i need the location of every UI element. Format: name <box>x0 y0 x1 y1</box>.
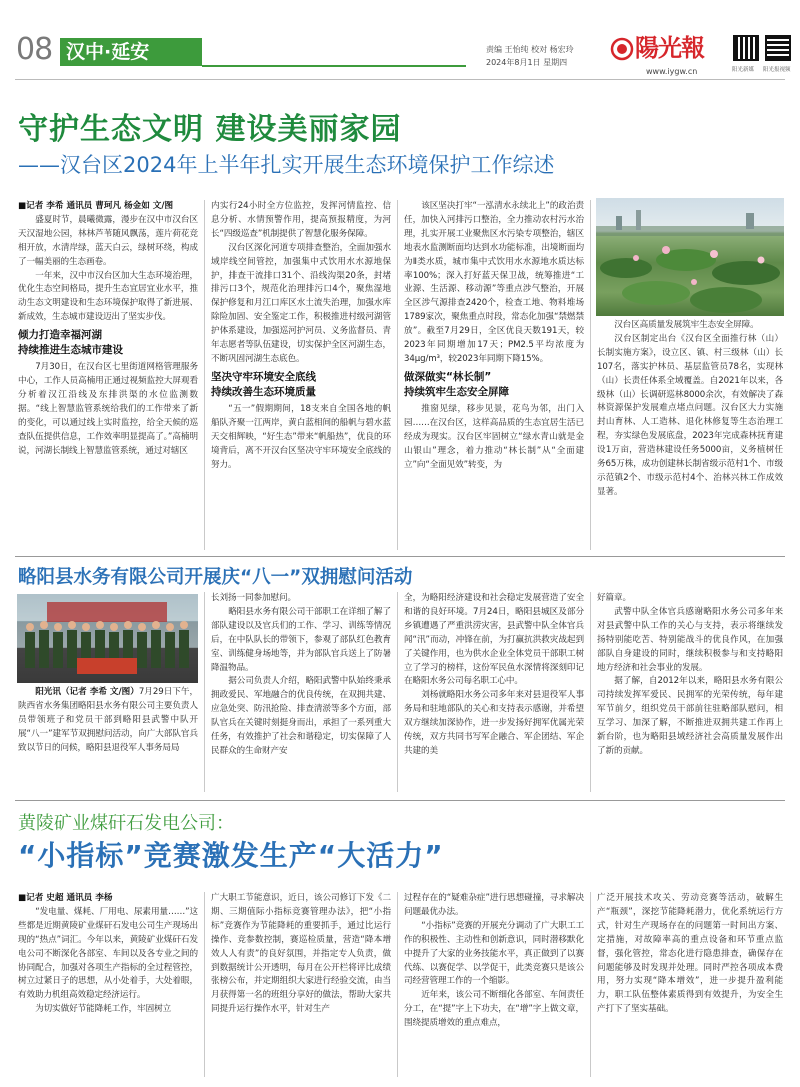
article3-kicker: 黄陵矿业煤矸石发电公司： <box>18 813 234 834</box>
paragraph: 一年来，汉中市汉台区加大生态环境治理，优化生态空间格局，提升生态宜居宜业水平，推动生态文明建设和生态环境保护取得了新进展、新成效，生态城市建设迈出了坚实步伐。 <box>18 270 198 323</box>
article1-byline: ■记者 李希 通讯员 曹珂凡 杨金如 文/图 <box>18 201 174 211</box>
logo-text: 陽光報 <box>635 33 704 62</box>
paragraph: “发电量、煤耗、厂用电、尿素用量……”这些都是近期黄陵矿业煤矸石发电公司生产现场出现的“热点”词汇。今年以来，黄陵矿业煤矸石发电公司不断深化各部室、车间以及各专业之间的协同配合，加强对各项生产指标的全过程管控，树立过紧日子的思想，从小处着手，大处着眼，有效助力机组高效稳定经济运行。 <box>18 906 198 1001</box>
sun-logo-icon <box>610 37 634 61</box>
paragraph: “小指标”竞赛的开展充分调动了广大职工工作的积极性、主动性和创新意识，同时潜移默化中提升了大家的业务技能水平，真正做到了以赛代练、以赛促学、以学促干，此类竞赛只是该公司经营管理工作的一个缩影。 <box>404 920 584 987</box>
article1-subtitle: ——汉台区2024年上半年扎实开展生态环境保护工作综述 <box>18 153 555 177</box>
paragraph: 汉台区制定出台《汉台区全面推行林（山）长制实施方案》，设立区、镇、村三级林（山）长107名，落实护林员、基层监管员78名，实现林（山）长责任体系全域覆盖。自2021年以来，各级林（山）长调研巡林8000余次，有效解决了森林资源保护发展难点堵点问题。汉台区大力实施封山育林、人工造林、退化林修复等生态治理工程，夯实绿色发展底盘，2023年完成森林抚育建设1万亩，营造林建设任务5000亩，义务植树任务65万株，成功创建林长制省级示范村1个、市级示范镇2个、市级示范村4个、治林兴林工作成效显著。 <box>597 333 783 497</box>
photo-caption: 汉台区高质量发展筑牢生态安全屏障。 <box>614 320 759 330</box>
paragraph: 推窗见绿，移步见景，花鸟为邻，出门入园……在汉台区，这样高品质的生态宜居生活已经成为现实。汉台区牢固树立“绿水青山就是金山银山”理念，着力推动“林长制”从“全面建立”向“全面见效”转变，为 <box>404 403 584 470</box>
article2-column-1 <box>18 686 198 756</box>
article3-column-4 <box>597 892 783 1017</box>
article3-byline: ■记者 史超 通讯员 李杨 <box>18 893 113 903</box>
article3-column-1 <box>18 892 198 1017</box>
article1-column-3 <box>404 200 584 472</box>
paragraph <box>18 686 198 756</box>
paragraph: 7月30日，在汉台区七里街道网格管理服务中心，工作人员高楠用正通过视频监控大屏观看分析着汉江沿线及东排洪渠的水位监测数据。“线上智慧监管系统给我们的工作带来了新的变化，可以通过线上实时监控，给全天候的巡查队伍提供信息，工作效率明显提高了。”高楠明说，河湖长制线上智慧监管系统，通过对辖区 <box>18 362 198 456</box>
article2-column-3 <box>404 592 584 759</box>
article1-column-1 <box>18 200 198 459</box>
article2-column-2 <box>211 592 391 759</box>
page-header <box>0 0 800 86</box>
paragraph: 据公司负责人介绍，略阳武警中队始终秉承拥政爱民、军地融合的优良传统，在双拥共建、应急处突、防汛抢险、排查清淤等多个方面，部队官兵在关键时刻挺身而出，承担了一系列重大任务，有效推护了社会和谐稳定，切实保障了人民群众的生命财产安 <box>211 676 391 756</box>
qr-code-video[interactable] <box>765 35 791 61</box>
article2-lead: 7月29日下午，陕西省水务集团略阳县水务有限公司主要负责人员带领班子和党员干部到略阳县武警中队开展“八一”建军节双拥慰问活动，向广大部队官兵致以节日的问候，略阳县退役军人事务局局 <box>18 687 198 753</box>
article3-column-2 <box>211 892 391 1017</box>
paragraph: 全，为略阳经济建设和社会稳定发展营造了安全和谐的良好环境。7月24日，略阳县城区及部分乡镇遭遇了严重洪涝灾害，县武警中队全体官兵闻“汛”而动，冲锋在前，为打赢抗洪救灾战起到了关键作用，也为供水企业全体党员干部职工树立了学习的榜样，这份军民鱼水深情将深刻印记在略阳水务公司每名职工心中。 <box>404 593 584 687</box>
article2-byline: 阳光讯（记者 李希 文/图） <box>35 687 139 697</box>
paragraph: 长刘扬一同参加慰问。 <box>211 593 296 603</box>
article1-subhead-2: 坚决守牢环境安全底线 持续改善生态环境质量 <box>211 370 316 398</box>
newspaper-logo <box>610 33 730 69</box>
article1-subhead-1: 倾力打造幸福河湖 持续推进生态城市建设 <box>18 329 123 357</box>
page-number: 08 <box>16 32 53 67</box>
lotus-pond-illustration <box>596 198 784 316</box>
website-url: www.iygw.cn <box>646 67 698 76</box>
article2-title: 略阳县水务有限公司开展庆“八一”双拥慰问活动 <box>18 567 413 588</box>
paragraph: 广泛开展技术攻关、劳动竞赛等活动，破解生产“瓶颈”，深挖节能降耗潜力，优化系统运行方式，针对生产现场存在的问题第一时间出方案、定措施，对故障率高的重点设备和环节重点监督，强化管控，常态化进行隐患排查，确保存在问题能够及时发现并处理。同时严控各项成本费用，努力实现“降本增效”，进一步提升盈利能力，职工队伍整体素质得到有效提升，为安全生产打下了坚实基础。 <box>597 893 783 1015</box>
article3-title: “小指标”竞赛激发生产“大活力” <box>18 839 444 872</box>
article1-column-2 <box>211 200 391 472</box>
section-banner <box>60 38 202 66</box>
issue-date: 2024年8月1日 星期四 <box>486 58 568 67</box>
paragraph: 该区坚决打牢“一泓清水永续北上”的政治责任，加快入河排污口整治，全力推动农村污水治理，扎实开展工业聚焦区水污染专项整治，辖区地表水监测断面均达到水功能标准，出境断面均为Ⅱ类水质，城市集中式饮用水水源地水质达标率100%；深入打好蓝天保卫战，统筹推进“工业源、生活源、移动源”等重点涉气整治，开展全区涉气源排查2420个，检查工地、物料堆场1789家次，聚焦重点时段，常态化加强“禁燃禁放”。截至7月29日，全区优良天数191天，较2023年同期增加17天；PM2.5平均浓度为34μg/m³，较2023年同期下降15%。 <box>404 201 584 364</box>
paragraph: “五一”假期期间，18支来自全国各地的帆船队齐聚一江两岸，黄白蓝相间的船帆与碧水蓝天交相辉映，“好生态”带来“帆船热”，优良的环境背后，离不开汉台区坚决守牢环境安全底线的努力。 <box>211 403 391 470</box>
paragraph: 据了解，自2012年以来，略阳县水务有限公司持续发挥军爱民、民拥军的光荣传统，每年建军节前夕，组织党员干部前往驻略部队慰问，相互学习、加深了解，不断推进双拥共建工作再上新台阶，也为略阳县域经济社会高质量发展作出了新的贡献。 <box>597 676 783 756</box>
paragraph: 近年来，该公司不断细化各部室、车间责任分工，在“提”字上下功夫，在“增”字上做文章，围绕提质增效的重点难点， <box>404 990 584 1029</box>
article3-column-3 <box>404 892 584 1031</box>
paragraph: 刘杨就略阳水务公司多年来对县退役军人事务局和驻地部队的关心和支持表示感谢，并希望双方继续加深协作，进一步发扬好拥军优属光荣传统，双方共同书写军企融合、军企团结、军企共建的美 <box>404 690 584 756</box>
article1-title: 守护生态文明 建设美丽家园 <box>18 112 402 147</box>
article2-column-4 <box>597 592 783 759</box>
qr-label-video: 阳光报视频 <box>763 67 791 73</box>
group-photo-illustration <box>17 594 198 683</box>
qr-label-new-media: 阳光新媒 <box>732 67 755 73</box>
editor-credits: 责编 王怡纯 校对 杨宏玲 <box>486 45 574 54</box>
article2-photo <box>17 594 198 683</box>
paragraph: 盛夏时节，晨曦微露，漫步在汉中市汉台区天汉湿地公园，林林芦苇随风飘荡，莲片荷花竞相开放，水清岸绿，蓝天白云，绿树环绕，构成了一幅美丽的生态画卷。 <box>18 214 198 267</box>
paragraph: 为切实做好节能降耗工作，牢固树立 <box>35 1004 172 1015</box>
paragraph: 广大职工节能意识，近日，该公司修订下发《二期、三期值际小指标竞赛管理办法》，把“小指标”竞赛作为节能降耗的重要抓手，通过比运行操作、竞参数控制，赛巡检质量，营造“降本增效人人有责”的良好氛围，并指定专人负责，做到数据统计公开透明，每月在公开栏将评比成绩张榜公布，并定期组织大家进行经验交流，由当月获得第一名的班组分享好的做法，帮助大家共同提升运行操作水平，针对生产 <box>211 893 391 1015</box>
article1-photo <box>596 198 784 316</box>
article1-column-4 <box>597 319 783 500</box>
paragraph: 汉台区深化河道专项排查整治，全面加强水域岸线空间管控，加强集中式饮用水水源地保护，排查干流排口31个、沿线沟渠20条，封堵排污口3个，规范化治理排污口4个，聚焦湿地保护修复和月江口库区水土流失治理，加强水库除险加固、安全鉴定工作，积极推进村级河湖管护体系建设，加强巡河护河员、义务监督员、青年志愿者等队伍建设，切实保护全区河湖生态，不断巩固河湖生态底色。 <box>211 242 391 364</box>
paragraph: 好篇章。 <box>597 593 631 603</box>
paragraph: 略阳县水务有限公司干部职工在详细了解了部队建设以及官兵们的工作、学习、训练等情况后，在中队队长的带领下，参观了部队红色教育室、训练健身场地等，并为部队官兵送上了防暑降温物品。 <box>211 606 391 673</box>
article1-subhead-3: 做深做实“林长制” 持续筑牢生态安全屏障 <box>404 370 509 398</box>
qr-code-new-media[interactable] <box>733 35 759 61</box>
paragraph: 过程存在的“疑难杂症”进行思想碰撞，寻求解决问题最优办法。 <box>404 893 584 917</box>
paragraph: 武警中队全体官兵感谢略阳水务公司多年来对县武警中队工作的关心与支持，表示将继续发扬特别能吃苦、特别能战斗的优良作风，在加强部队自身建设的同时，继续积极参与和支持略阳地方经济和社会事业的发展。 <box>597 606 783 673</box>
paragraph: 内实行24小时全方位监控，发挥河情监控、信息分析、水情预警作用，提高预报精度，为河长“四级巡查”机制提供了智慧化服务保障。 <box>211 201 391 239</box>
section-name: 汉中·延安 <box>66 41 150 63</box>
